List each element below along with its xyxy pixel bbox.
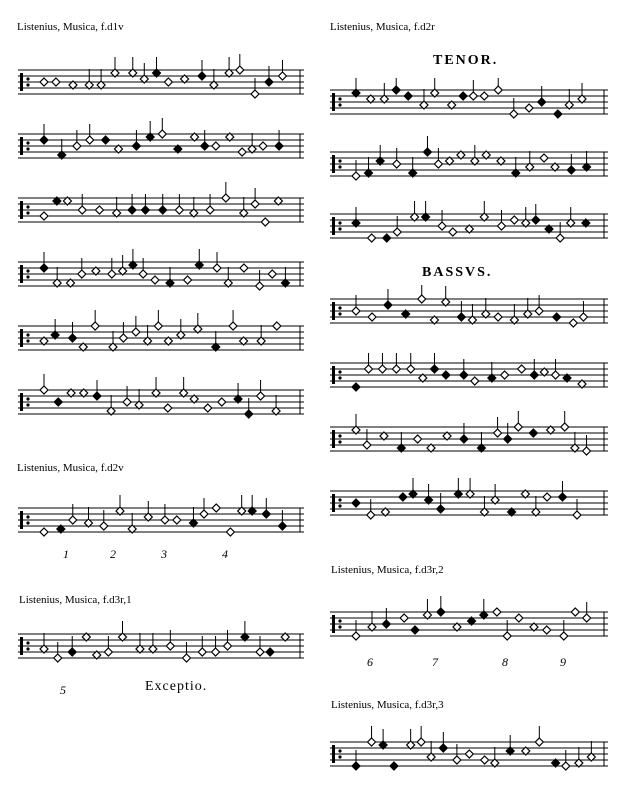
staff [18, 54, 304, 98]
staff [330, 285, 608, 327]
caption-d3r3: Listenius, Musica, f.d3r,3 [331, 699, 444, 711]
ligature-examples-d3r2 [330, 592, 612, 662]
staff [330, 411, 608, 455]
staff [18, 495, 304, 536]
staff [330, 596, 608, 640]
staff [18, 374, 304, 418]
staff [330, 726, 608, 770]
example-number-2: 2 [110, 547, 116, 561]
score-excerpt-tenor [330, 78, 612, 263]
example-number-6: 6 [367, 655, 373, 669]
staff [18, 249, 304, 290]
example-number-9: 9 [560, 655, 566, 669]
caption-d3r1: Listenius, Musica, f.d3r,1 [19, 594, 132, 606]
example-number-5: 5 [60, 683, 66, 697]
staff [330, 478, 608, 519]
caption-d2r: Listenius, Musica, f.d2r [330, 21, 435, 33]
staff [330, 78, 608, 118]
staff [330, 201, 608, 242]
staff [330, 353, 608, 391]
staff [18, 621, 304, 662]
example-number-7: 7 [432, 655, 438, 669]
bassus-heading: BASSVS. [422, 265, 493, 280]
caption-d2v: Listenius, Musica, f.d2v [17, 462, 124, 474]
score-excerpt-bassus [330, 285, 612, 545]
staff [18, 118, 304, 159]
example-number-8: 8 [502, 655, 508, 669]
staff [18, 182, 304, 226]
caption-d1v: Listenius, Musica, f.d1v [17, 21, 124, 33]
example-number-4: 4 [222, 547, 228, 561]
tenor-heading: TENOR. [433, 53, 499, 68]
example-number-3: 3 [161, 547, 167, 561]
exceptio-label: Exceptio. [145, 679, 208, 694]
staff [18, 310, 304, 351]
example-number-1: 1 [63, 547, 69, 561]
staff [330, 136, 608, 180]
ligature-examples-d3r3 [330, 722, 612, 802]
caption-d3r2: Listenius, Musica, f.d3r,2 [331, 564, 444, 576]
score-excerpt-d1v [18, 52, 308, 442]
